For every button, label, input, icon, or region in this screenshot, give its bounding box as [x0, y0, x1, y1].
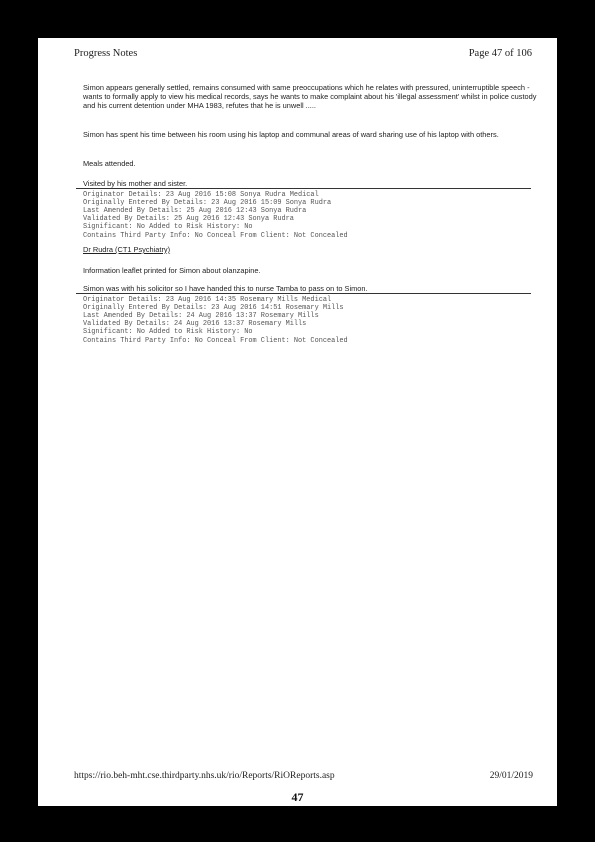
note-paragraph: Simon has spent his time between his room using his laptop and communal areas of ward sharing use of his laptop with others.	[83, 130, 499, 139]
note-paragraph: Simon appears generally settled, remains consumed with same preoccupations which he relates with pressured, uninterruptible speech - wants to formally apply to view his medical records, says he wants to make complaint about his 'illegal assessment' whilst in police custody and his current detention under MHA 1983, refutes that he is unwell .....	[83, 83, 537, 110]
entered-by-details: Originally Entered By Details: 23 Aug 2016 15:09 Sonya Rudra	[83, 199, 332, 207]
footer-url: https://rio.beh-mht.cse.thirdparty.nhs.uk/rio/Reports/RiOReports.asp	[74, 771, 335, 781]
validated-by-details: Validated By Details: 25 Aug 2016 12:43 Sonya Rudra	[83, 215, 294, 223]
amended-by-details: Last Amended By Details: 25 Aug 2016 12:43 Sonya Rudra	[83, 207, 307, 215]
originator-details: Originator Details: 23 Aug 2016 14:35 Rosemary Mills Medical	[83, 296, 332, 304]
header-page-info: Page 47 of 106	[468, 48, 532, 59]
entry-divider	[76, 293, 531, 294]
note-paragraph: Visited by his mother and sister.	[83, 179, 188, 188]
header-title: Progress Notes	[74, 48, 138, 59]
third-party-details: Contains Third Party Info: No Conceal From Client: Not Concealed	[83, 232, 348, 240]
entered-by-details: Originally Entered By Details: 23 Aug 2016 14:51 Rosemary Mills	[83, 304, 344, 312]
significance-details: Significant: No Added to Risk History: No	[83, 223, 253, 231]
page-number: 47	[291, 790, 304, 804]
originator-details: Originator Details: 23 Aug 2016 15:08 Sonya Rudra Medical	[83, 191, 319, 199]
author-signature: Dr Rudra (CT1 Psychiatry)	[83, 245, 171, 254]
significance-details: Significant: No Added to Risk History: No	[83, 328, 253, 336]
third-party-details: Contains Third Party Info: No Conceal From Client: Not Concealed	[83, 337, 348, 345]
entry-divider	[76, 188, 531, 189]
document-page	[38, 38, 557, 806]
note-paragraph: Simon was with his solicitor so I have handed this to nurse Tamba to pass on to Simon.	[83, 284, 368, 293]
amended-by-details: Last Amended By Details: 24 Aug 2016 13:37 Rosemary Mills	[83, 312, 319, 320]
footer-date: 29/01/2019	[489, 771, 533, 781]
validated-by-details: Validated By Details: 24 Aug 2016 13:37 Rosemary Mills	[83, 320, 307, 328]
note-paragraph: Meals attended.	[83, 159, 136, 168]
note-paragraph: Information leaflet printed for Simon about olanzapine.	[83, 266, 261, 275]
